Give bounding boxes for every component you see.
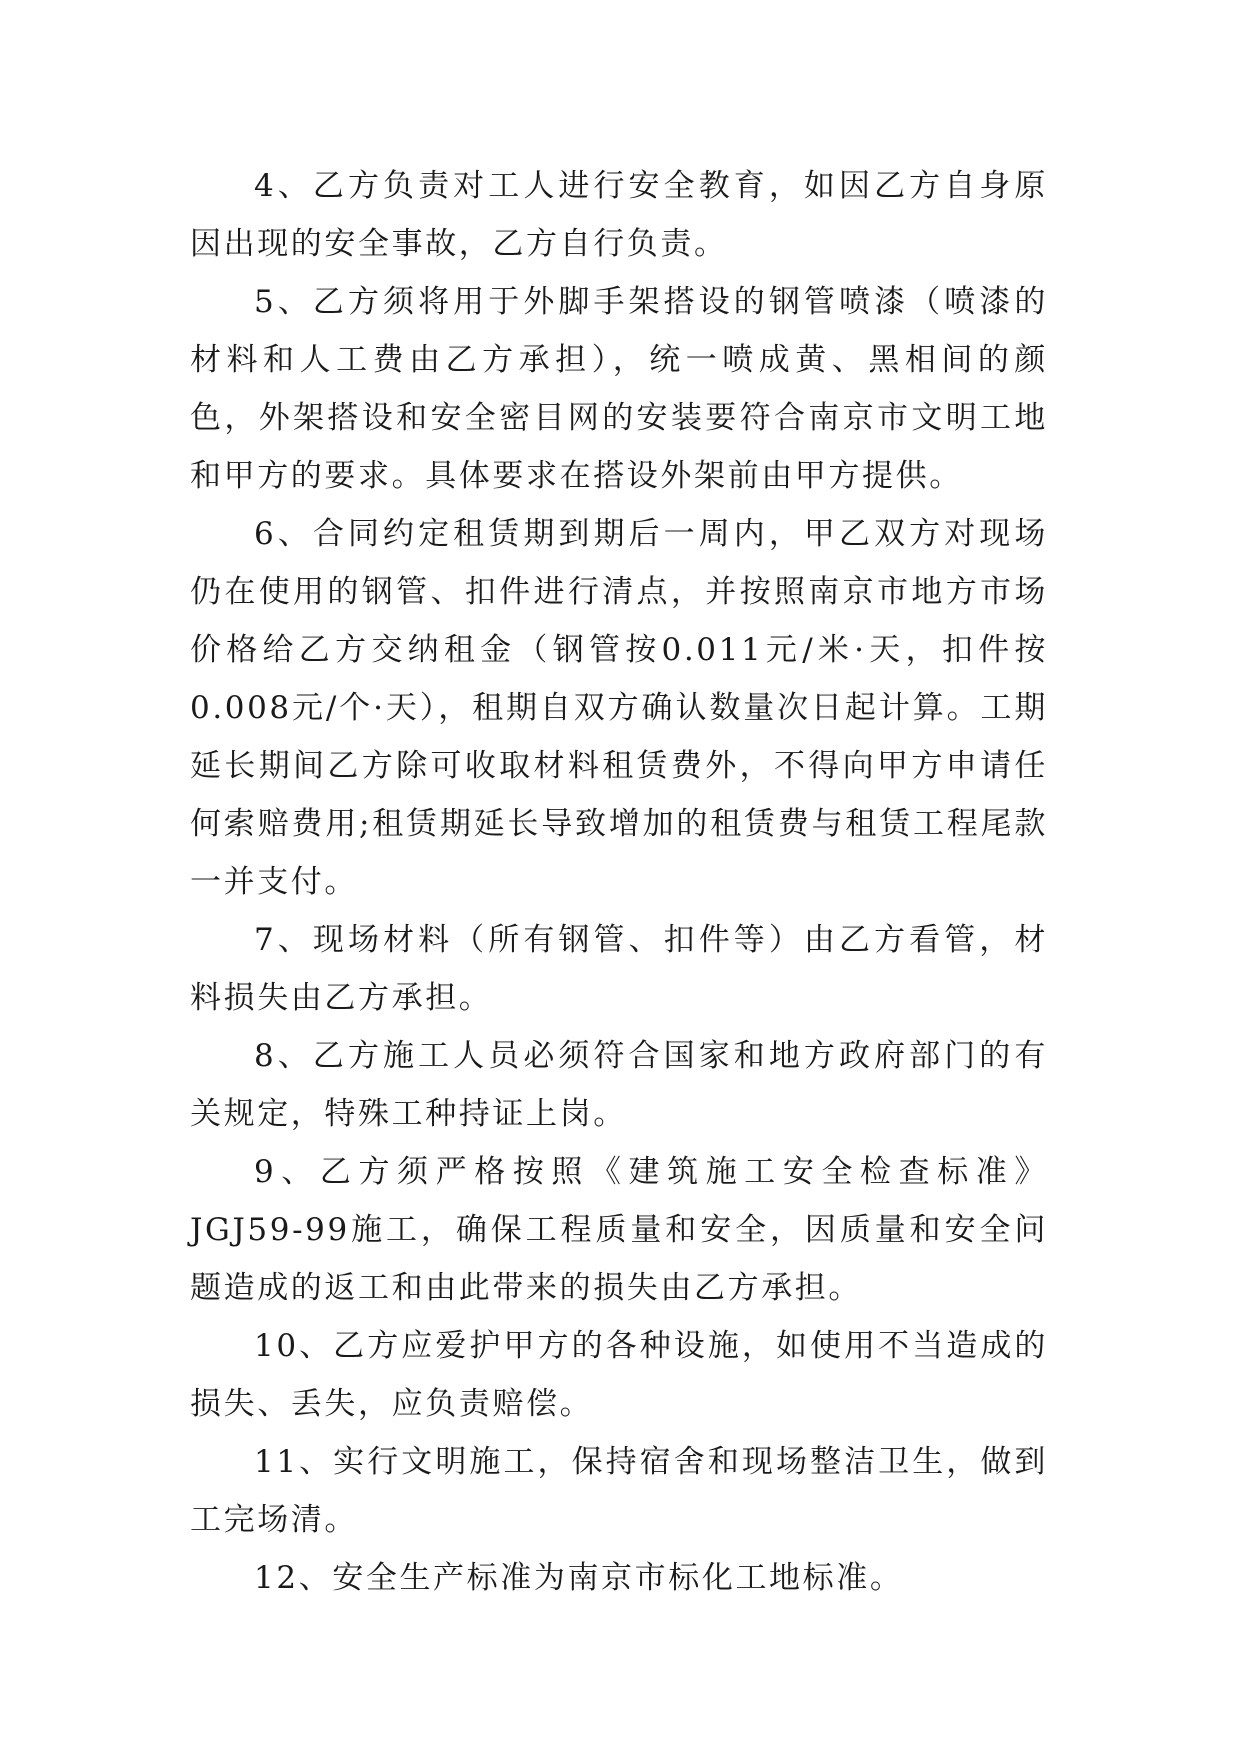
clause-text: 安全生产标准为南京市标化工地标准。 bbox=[332, 1560, 904, 1596]
clause-text: 实行文明施工，保持宿舍和现场整洁卫生，做到工完场清。 bbox=[190, 1444, 1048, 1538]
clause-number: 9、 bbox=[254, 1154, 320, 1190]
clause-11 bbox=[190, 1433, 1048, 1549]
clause-text: 合同约定租赁期到期后一周内，甲乙双方对现场仍在使用的钢管、扣件进行清点，并按照南京市地方市场价格给乙方交纳租金（钢管按0.011元/米·天，扣件按0.008元/个·天），租期自双方确认数量次日起计算。工期延长期间乙方除可收取材料租赁费外，不得向甲方申请任何索赔费用;租赁期延长导致增加的租赁费与租赁工程尾款一并支付。 bbox=[190, 516, 1048, 900]
clause-number: 10、 bbox=[254, 1328, 334, 1364]
clause-9 bbox=[190, 1143, 1048, 1317]
clause-number: 6、 bbox=[254, 516, 313, 552]
clause-number: 11、 bbox=[254, 1444, 334, 1480]
clause-number: 5、 bbox=[254, 284, 313, 320]
clause-text: 乙方须严格按照《建筑施工安全检查标准》JGJ59-99施工，确保工程质量和安全，因质量和安全问题造成的返工和由此带来的损失由乙方承担。 bbox=[190, 1154, 1048, 1306]
clause-10 bbox=[190, 1317, 1048, 1433]
clause-number: 4、 bbox=[254, 168, 313, 204]
clause-text: 乙方施工人员必须符合国家和地方政府部门的有关规定，特殊工种持证上岗。 bbox=[190, 1038, 1048, 1132]
clause-text: 现场材料（所有钢管、扣件等）由乙方看管，材料损失由乙方承担。 bbox=[190, 922, 1048, 1016]
clause-text: 乙方须将用于外脚手架搭设的钢管喷漆（喷漆的材料和人工费由乙方承担），统一喷成黄、黑相间的颜色，外架搭设和安全密目网的安装要符合南京市文明工地和甲方的要求。具体要求在搭设外架前由甲方提供。 bbox=[190, 284, 1048, 494]
clause-12 bbox=[190, 1549, 1048, 1607]
clause-text: 乙方负责对工人进行安全教育，如因乙方自身原因出现的安全事故，乙方自行负责。 bbox=[190, 168, 1048, 262]
clause-7 bbox=[190, 911, 1048, 1027]
clause-8 bbox=[190, 1027, 1048, 1143]
clause-6 bbox=[190, 505, 1048, 911]
clause-text: 乙方应爱护甲方的各种设施，如使用不当造成的损失、丢失，应负责赔偿。 bbox=[190, 1328, 1048, 1422]
document-body bbox=[190, 157, 1048, 1607]
clause-4 bbox=[190, 157, 1048, 273]
clause-number: 7、 bbox=[254, 922, 313, 958]
clause-number: 12、 bbox=[254, 1560, 333, 1596]
clause-5 bbox=[190, 273, 1048, 505]
clause-number: 8、 bbox=[254, 1038, 313, 1074]
